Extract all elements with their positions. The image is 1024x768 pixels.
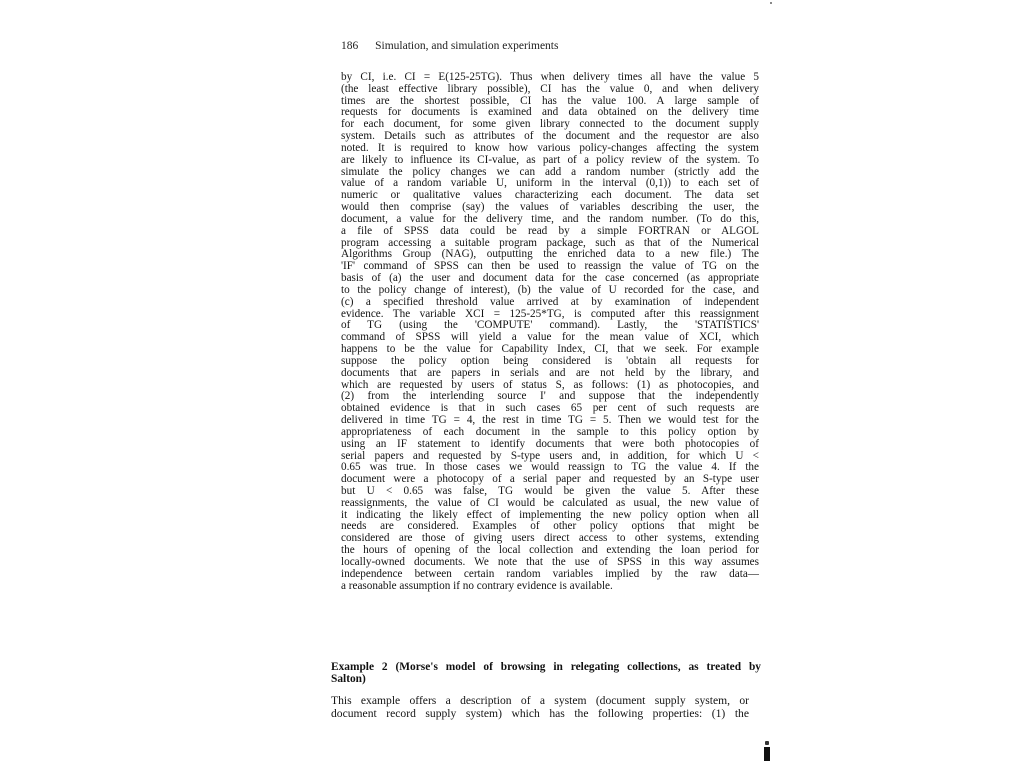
text-line: considered are those of giving users direct access to other systems, extending	[341, 532, 759, 545]
text-line: of TG (using the 'COMPUTE' command). Lastly, the 'STATISTICS'	[341, 319, 759, 332]
text-line: the hours of opening of the local collection and extending the loan period for	[341, 544, 759, 557]
text-line: would then comprise (say) the values of variables describing the user, the	[341, 201, 759, 214]
text-line: program accessing a suitable program package, such as that of the Numerical	[341, 236, 759, 249]
text-line: (the least effective library possible), CI has the value 0, and when delivery	[341, 82, 759, 95]
text-line: reassignments, the value of CI would be calculated as usual, the new value of	[341, 496, 759, 509]
text-line: document were a photocopy of a serial paper and requested by an S-type user	[341, 473, 759, 486]
text-line: obtained evidence is that in such cases 65 per cent of such requests are	[341, 402, 759, 415]
text-line: suppose the policy option being considered is 'obtain all requests for	[341, 354, 759, 367]
text-line: delivered in time TG = 4, the rest in time TG = 5. Then we would test for the	[341, 414, 759, 427]
text-line: are likely to influence its CI-value, as part of a policy review of the system. To	[341, 153, 759, 166]
text-line: (c) a specified threshold value arrived at by examination of independent	[341, 295, 759, 308]
text-line: but U < 0.65 was false, TG would be given the value 5. After these	[341, 484, 759, 497]
text-line: by CI, i.e. CI = E(125-25TG). Thus when delivery times all have the value 5	[341, 71, 759, 83]
text-line: evidence. The variable XCI = 125-25*TG, is computed after this reassignment	[341, 307, 759, 320]
text-line: noted. It is required to know how various policy-changes affecting the system	[341, 141, 759, 154]
text-line: a file of SPSS data could be read by a simple FORTRAN or ALGOL	[341, 224, 759, 237]
section-heading-line: Example 2 (Morse's model of browsing in relegating collections, as treated by	[331, 661, 761, 673]
page-number: 186	[341, 40, 359, 52]
text-line: Algorithms Group (NAG), outputting the enriched data to a new file.) The	[341, 248, 759, 261]
text-line: value of a random variable U, uniform in the interval (0,1)) to each set of	[341, 177, 759, 190]
text-line: independence between certain random variables implied by the raw data—	[341, 567, 759, 580]
text-line: locally-owned documents. We note that the use of SPSS in this way assumes	[341, 555, 759, 568]
text-line: system. Details such as attributes of the document and the requestor are also	[341, 130, 759, 143]
scan-corner-mark	[764, 741, 770, 761]
text-line: using an IF statement to identify documents that were both photocopies of	[341, 437, 759, 450]
text-line: for each document, for some given library connected to the document supply	[341, 118, 759, 131]
body-paragraph	[341, 72, 759, 592]
running-title: Simulation, and simulation experiments	[375, 40, 559, 52]
text-line: to the policy change of interest), (b) the value of U recorded for the case, and	[341, 283, 759, 296]
text-line: which are requested by users of status S, as follows: (1) as photocopies, and	[341, 378, 759, 391]
text-line: appropriateness of each document in the sample to this policy option by	[341, 425, 759, 438]
running-header	[341, 40, 761, 52]
text-line: document record supply system) which has the following properties: (1) the	[331, 707, 749, 720]
section-heading-line: Salton)	[331, 673, 366, 685]
text-line: simulate the policy changes we can add a random number (strictly add the	[341, 165, 759, 178]
text-line: 0.65 was true. In those cases we would reassign to TG the value 4. If the	[341, 461, 759, 474]
text-line: 'IF' command of SPSS can then be used to reassign the value of TG on the	[341, 260, 759, 273]
text-line: happens to be the value for Capability Index, CI, that we seek. For example	[341, 343, 759, 356]
text-line: documents that are papers in serials and are not held by the library, and	[341, 366, 759, 379]
text-line: a reasonable assumption if no contrary evidence is available.	[341, 579, 613, 592]
scan-speck	[770, 2, 772, 4]
text-line: document, a value for the delivery time, and the random number. (To do this,	[341, 212, 759, 225]
text-line: numeric or qualitative values characterizing each document. The data set	[341, 189, 759, 202]
example-paragraph	[331, 694, 749, 720]
text-line: serial papers and requested by S-type users and, in addition, for which U <	[341, 449, 759, 462]
text-line: (2) from the interlending source I' and suppose that the independently	[341, 390, 759, 403]
text-line: requests for documents is examined and data obtained on the delivery time	[341, 106, 759, 119]
text-line: it indicating the likely effect of implementing the new policy option when all	[341, 508, 759, 521]
text-line: This example offers a description of a system (document supply system, or	[331, 694, 749, 707]
text-line: command of SPSS will yield a value for the mean value of XCI, which	[341, 331, 759, 344]
text-line: needs are considered. Examples of other policy options that might be	[341, 520, 759, 533]
section-heading	[331, 661, 761, 685]
text-line: times are the shortest possible, CI has the value 100. A large sample of	[341, 94, 759, 107]
text-line: basis of (a) the user and document data for the case concerned (as appropriate	[341, 272, 759, 285]
